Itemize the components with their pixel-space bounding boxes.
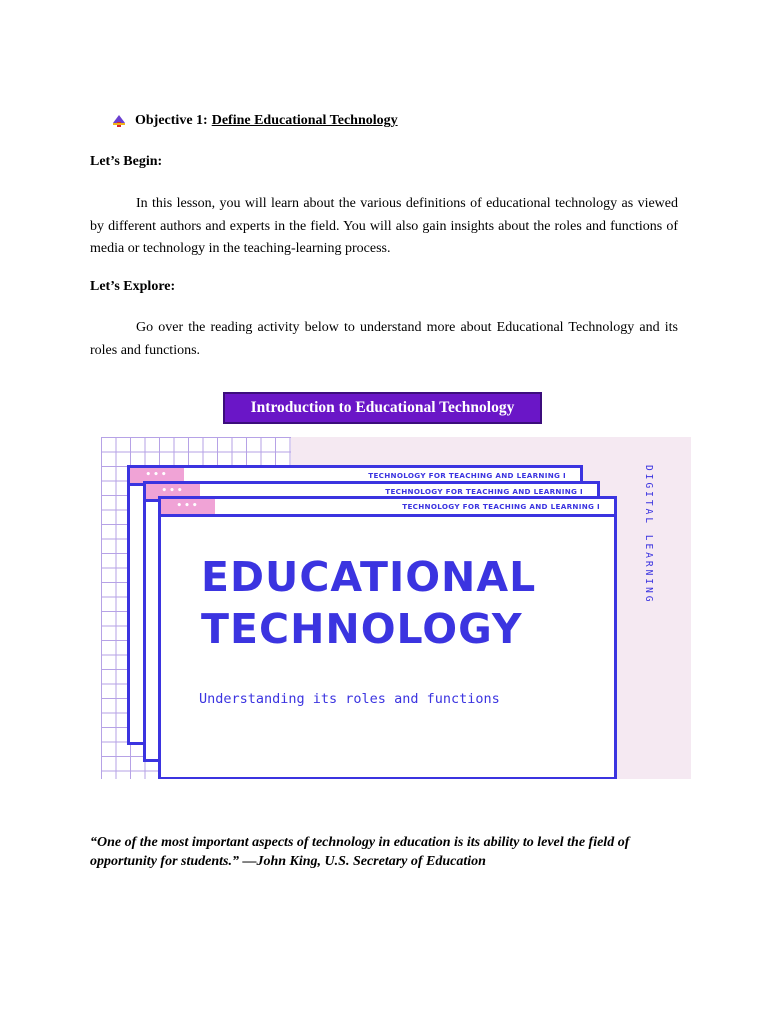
intro-banner: Introduction to Educational Technology	[223, 392, 542, 424]
objective-prefix: Objective 1:	[135, 113, 208, 128]
lets-begin-heading: Let’s Begin:	[90, 154, 163, 169]
graphic-title	[201, 551, 536, 655]
graphic-title-line1: EDUCATIONAL	[201, 553, 537, 601]
window-bar	[161, 499, 614, 517]
graphic-title-line2: TECHNOLOGY	[201, 605, 523, 653]
lets-explore-heading: Let’s Explore:	[90, 279, 176, 294]
graphic-subtitle: Understanding its roles and functions	[199, 691, 500, 707]
lets-explore-paragraph: Go over the reading activity below to understand more about Educational Technology and its roles and functions.	[90, 320, 678, 358]
digital-learning-side-text: DIGITAL LEARNING	[643, 465, 654, 605]
lets-begin-paragraph: In this lesson, you will learn about the various definitions of educational technology as viewed by different authors and experts in the field. You will also gain insights about the roles and functions of media or technology in the teaching-learning process.	[90, 196, 678, 256]
window-dots-icon: •••	[146, 484, 200, 499]
window-bar-title: TECHNOLOGY FOR TEACHING AND LEARNING I	[402, 502, 600, 511]
window-dots-icon: •••	[161, 499, 215, 514]
front-window	[158, 496, 617, 779]
educational-technology-graphic	[101, 437, 691, 779]
quote: “One of the most important aspects of technology in education is its ability to level the field of opportunity for students.” —John King, U.S. Secretary of Education	[90, 835, 630, 869]
objective-title: Define Educational Technology	[211, 113, 398, 128]
window-dots-icon: •••	[130, 468, 184, 483]
window-bar-title: TECHNOLOGY FOR TEACHING AND LEARNING I	[368, 471, 566, 480]
window-bar-title: TECHNOLOGY FOR TEACHING AND LEARNING I	[385, 487, 583, 496]
bullet-icon	[111, 113, 127, 129]
objective-line	[111, 113, 398, 129]
